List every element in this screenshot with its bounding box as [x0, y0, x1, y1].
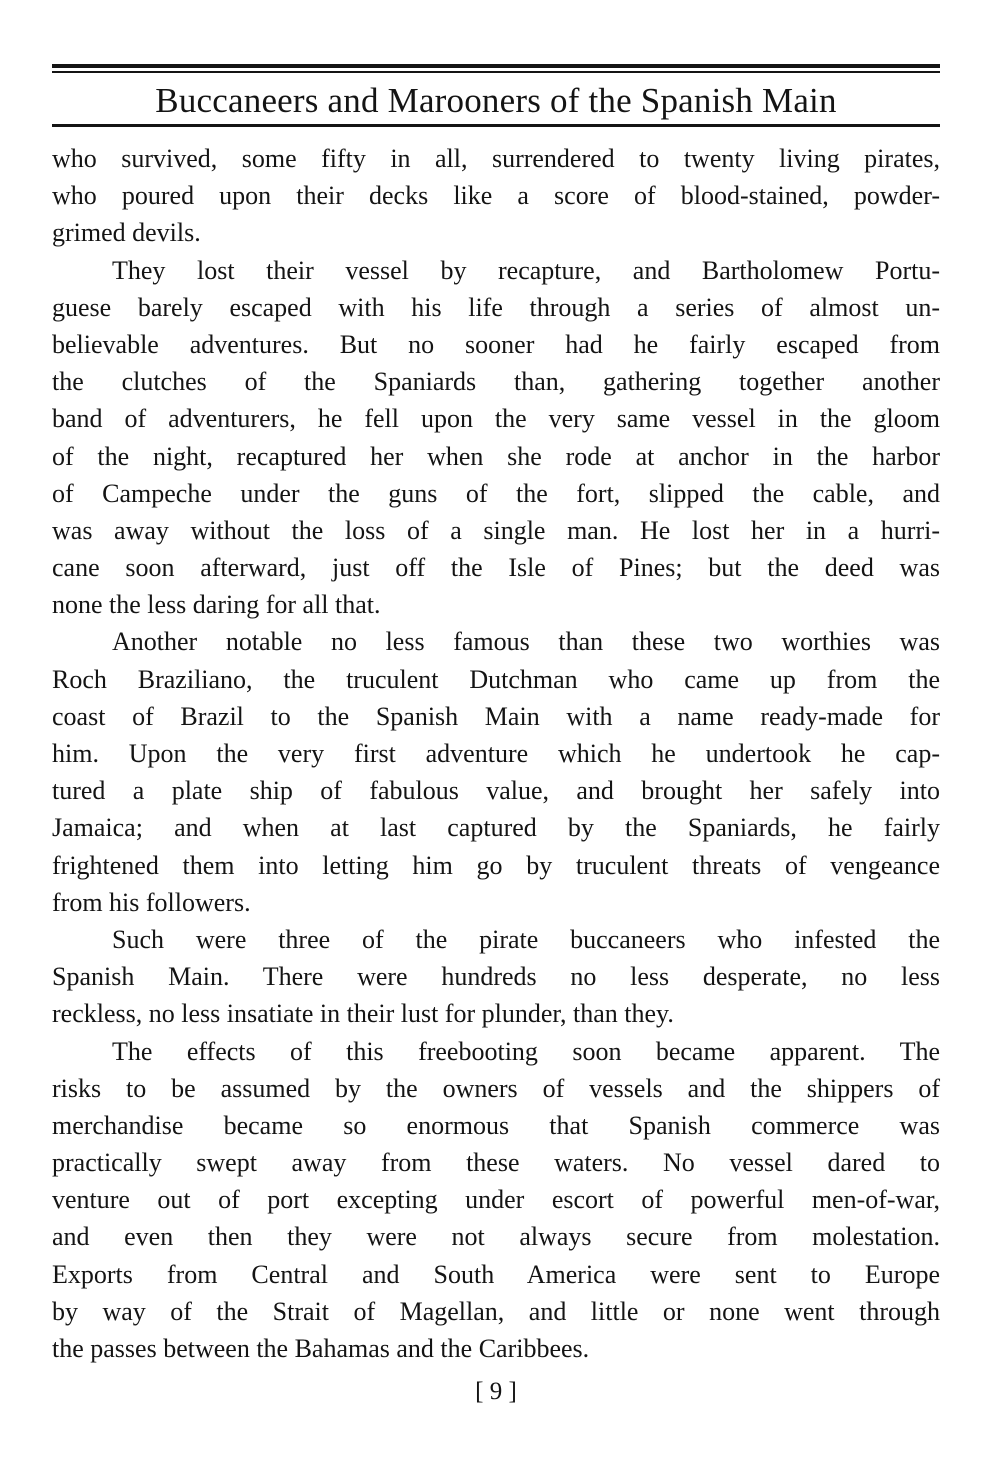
body-text [52, 140, 940, 1367]
text-line: of Campeche under the guns of the fort, slipped the cable, and [52, 478, 940, 508]
text-line: guese barely escaped with his life through a series of almost un- [52, 292, 940, 322]
text-line: frightened them into letting him go by truculent threats of vengeance [52, 850, 940, 880]
text-line: Such were three of the pirate buccaneers who infested the [112, 924, 940, 954]
text-line: Roch Braziliano, the truculent Dutchman who came up from the [52, 664, 940, 694]
text-line: by way of the Strait of Magellan, and little or none went through [52, 1296, 940, 1326]
text-line: cane soon afterward, just off the Isle of Pines; but the deed was [52, 553, 940, 583]
paragraph-3 [52, 623, 940, 921]
text-line: who poured upon their decks like a score of blood-stained, powder- [52, 181, 940, 211]
text-line: and even then they were not always secure from molestation. [52, 1222, 940, 1252]
text-line: who survived, some fifty in all, surrendered to twenty living pirates, [52, 144, 940, 173]
text-line: Spanish Main. There were hundreds no less desperate, no less [52, 962, 940, 992]
text-line: merchandise became so enormous that Spanish commerce was [52, 1110, 940, 1140]
text-line: risks to be assumed by the owners of vessels and the shippers of [52, 1073, 940, 1103]
text-line: was away without the loss of a single man. He lost her in a hurri- [52, 515, 940, 545]
text-line: from his followers. [52, 887, 251, 917]
paragraph-4 [52, 921, 940, 1033]
book-page [52, 0, 940, 1471]
paragraph-5 [52, 1033, 940, 1368]
text-line: him. Upon the very first adventure which he undertook he cap- [52, 739, 940, 768]
text-line: practically swept away from these waters. No vessel dared to [52, 1148, 940, 1178]
text-line: tured a plate ship of fabulous value, and brought her safely into [52, 776, 940, 806]
text-line: the clutches of the Spaniards than, gathering together another [52, 367, 940, 397]
text-line: band of adventurers, he fell upon the very same vessel in the gloom [52, 404, 940, 434]
paragraph-2 [52, 252, 940, 624]
text-line: the passes between the Bahamas and the Caribbees. [52, 1334, 590, 1363]
text-line: venture out of port excepting under escort of powerful men-of-war, [52, 1185, 940, 1215]
text-line: none the less daring for all that. [52, 590, 381, 620]
text-line: The effects of this freebooting soon became apparent. The [112, 1036, 940, 1066]
text-line: Jamaica; and when at last captured by the Spaniards, he fairly [52, 813, 940, 843]
text-line: of the night, recaptured her when she rode at anchor in the harbor [52, 441, 940, 471]
page-number: [ 9 ] [475, 1378, 517, 1405]
header-rule-thick [52, 64, 940, 68]
text-line: reckless, no less insatiate in their lust for plunder, than they. [52, 999, 674, 1029]
text-line: Another notable no less famous than these two worthies was [112, 627, 940, 657]
paragraph-1 [52, 140, 940, 252]
header-rule-bottom [52, 124, 940, 127]
text-line: They lost their vessel by recapture, and Bartholomew Portu- [112, 255, 940, 285]
text-line: coast of Brazil to the Spanish Main with a name ready-made for [52, 701, 940, 731]
text-line: Exports from Central and South America were sent to Europe [52, 1259, 940, 1289]
text-line: grimed devils. [52, 218, 201, 248]
text-line: believable adventures. But no sooner had he fairly escaped from [52, 329, 940, 359]
running-head: Buccaneers and Marooners of the Spanish Main [155, 81, 837, 120]
header-rule-thin [52, 71, 940, 73]
